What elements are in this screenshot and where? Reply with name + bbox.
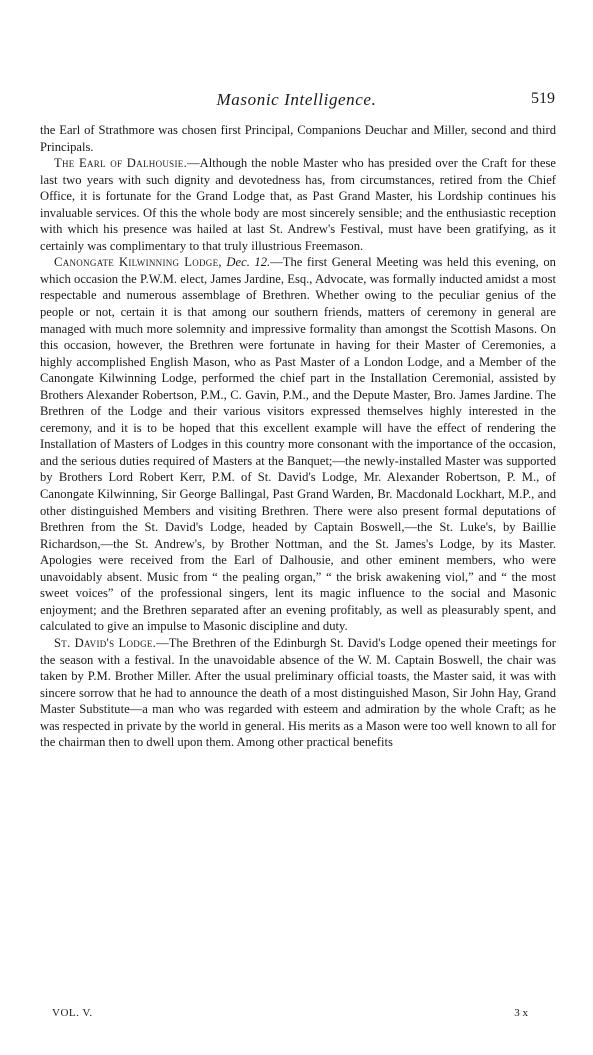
paragraph-text: the Earl of Strathmore was chosen first Principal, Companions Deuchar and Miller, second and third Principals. bbox=[40, 123, 556, 154]
paragraph-text: —The first General Meeting was held this evening, on which occasion the P.W.M. elect, James Jardine, Esq., Advocate, was formally inducted amidst a most respectable and numerous assemblage of Brethren. Whether owing to the peculiar genius of the people or not, certain it is that among our southern friends, matters of ceremony in general are managed with much more solemnity and impressive formality than amongst the Scottish Masons. On this occasion, however, the Brethren were fortunate in having for their Master of Ceremonies, a highly accomplished English Mason, who as Past Master of a London Lodge, and a Member of the Canongate Kilwinning Lodge, performed the chief part in the Installation Ceremonial, assisted by Brothers Alexander Robertson, P.M., C. Gavin, P.M., and the Depute Master, Bro. James Jardine. The Brethren of the Lodge and their various visitors expressed themselves highly interested in the ceremony, and it is to be hoped that this excellent example will have the effect of rendering the Installation of Masters of Lodges in this country more consonant with the importance of the occasion, and the serious duties required of Masters at the Banquet;—the newly-installed Master was supported by Brothers Lord Robert Kerr, P.M. of St. David's Lodge, Mr. Alexander Robertson, P. M., of Canongate Kilwinning, Sir George Ballingal, Past Grand Warden, Br. Macdonald Lockhart, M.P., and other distinguished Members and visiting Brethren. There were also present formal deputations of Brethren from the St. David's Lodge, headed by Captain Boswell,—the St. Luke's, by Baillie Richardson,—the St. Andrew's, by Brother Nottman, and the St. James's Lodge, by its Master. Apologies were received from the Earl of Dalhousie, and other eminent members, who were unavoidably absent. Music from “ the pealing organ,” “ the brisk awakening viol,” and “ the most sweet voices” of the professional singers, lent its magic influence to the social and Masonic enjoyment; and the Brethren separated after an evening profitably, as well as pleasurably spent, and calculated to give an impulse to Masonic discipline and duty. bbox=[40, 255, 556, 634]
paragraph-earl-of-dalhousie bbox=[40, 155, 556, 254]
page-footer bbox=[52, 1007, 528, 1023]
paragraph-text: —Although the noble Master who has presided over the Craft for these last two years with such dignity and devotedness has, from circumstances, retired from the Chief Office, it is fortunate for the Grand Lodge that, as Past Grand Master, his Lordship continues his invaluable services. Of this the whole body are most sincerely sensible; and the enthusiastic reception with which his presence was hailed at last St. Andrew's Festival, must have been gratifying, as it certainly was complimentary to that truly illustrious Freemason. bbox=[40, 156, 556, 253]
paragraph-heading: St. David's Lodge. bbox=[54, 635, 157, 650]
paragraph-canongate-kilwinning bbox=[40, 254, 556, 635]
paragraph-heading: The Earl of Dalhousie. bbox=[54, 156, 188, 171]
paragraph-st-davids-lodge bbox=[40, 635, 556, 751]
paragraph-heading: Canongate Kilwinning Lodge, bbox=[54, 255, 222, 270]
paragraph-date: Dec. 12. bbox=[226, 255, 271, 270]
volume-label: VOL. V. bbox=[52, 1007, 93, 1019]
page-header bbox=[0, 90, 593, 112]
paragraph-text: —The Brethren of the Edinburgh St. David's Lodge opened their meetings for the season with a festival. In the unavoidable absence of the W. M. Captain Boswell, the chair was taken by P.M. Brother Miller. After the usual preliminary official toasts, the Master said, it was with sincere sorrow that he had to announce the death of a most distinguished Mason, Sir John Hay, Grand Master Substitute—a man who was regarded with esteem and admiration by the whole Craft; as he was respected in private by the world in general. His merits as a Mason were too well known to all for the chairman then to dwell upon them. Among other practical benefits bbox=[40, 635, 556, 750]
running-title: Masonic Intelligence. bbox=[216, 90, 377, 109]
signature-mark: 3 x bbox=[514, 1007, 528, 1019]
article-body bbox=[40, 122, 556, 751]
paragraph-continuation bbox=[40, 122, 556, 155]
page-number: 519 bbox=[531, 90, 555, 107]
